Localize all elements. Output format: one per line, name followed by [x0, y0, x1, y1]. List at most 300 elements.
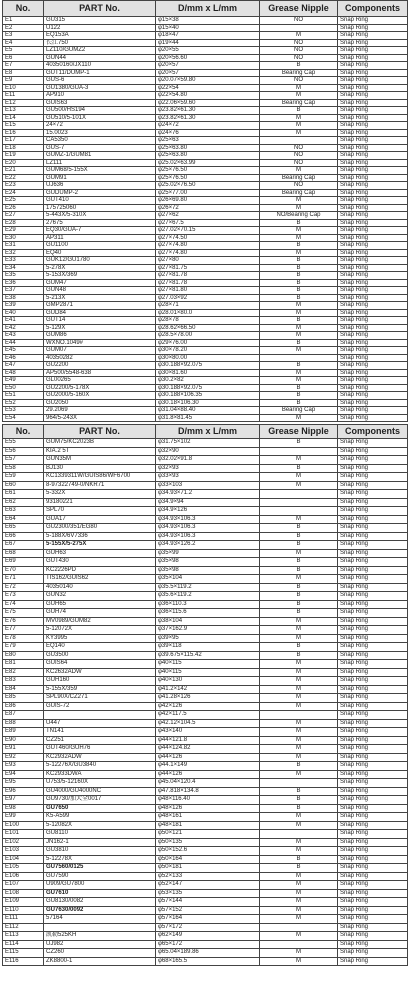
cell-grease-nipple: M: [260, 932, 338, 941]
cell-dimensions: φ40×130: [156, 677, 260, 686]
cell-part-no: KC2933DWA: [44, 770, 156, 779]
cell-grease-nipple: B: [260, 362, 338, 370]
cell-components: Snap Ring: [338, 122, 408, 130]
cell-part-no: 5-278X: [44, 264, 156, 272]
cell-no: E21: [3, 167, 44, 175]
cell-part-no: GU7560/0125: [44, 864, 156, 873]
cell-part-no: U753/5-12160X: [44, 779, 156, 788]
cell-grease-nipple: M: [260, 515, 338, 524]
cell-no: E61: [3, 490, 44, 499]
cell-components: Snap Ring: [338, 481, 408, 490]
cell-no: E43: [3, 332, 44, 340]
cell-no: E27: [3, 212, 44, 220]
cell-no: E24: [3, 189, 44, 197]
cell-grease-nipple: M: [260, 821, 338, 830]
cell-dimensions: φ41.28×126: [156, 694, 260, 703]
table-row: [3, 609, 408, 618]
cell-grease-nipple: NO: [260, 47, 338, 55]
cell-components: Snap Ring: [338, 728, 408, 737]
table-row: [3, 234, 408, 242]
table-row: [3, 69, 408, 77]
table-row: [3, 481, 408, 490]
cell-components: Snap Ring: [338, 114, 408, 122]
cell-grease-nipple: [260, 940, 338, 949]
table-row: [3, 558, 408, 567]
cell-components: Snap Ring: [338, 189, 408, 197]
cell-components: Snap Ring: [338, 234, 408, 242]
table-row: [3, 694, 408, 703]
cell-grease-nipple: M: [260, 167, 338, 175]
cell-no: E81: [3, 660, 44, 669]
cell-components: Snap Ring: [338, 677, 408, 686]
cell-part-no: GU8110: [44, 830, 156, 839]
table-row: [3, 847, 408, 856]
cell-grease-nipple: M: [260, 838, 338, 847]
cell-components: Snap Ring: [338, 490, 408, 499]
cell-part-no: 964/5-243X: [44, 414, 156, 422]
cell-part-no: UJ982: [44, 940, 156, 949]
cell-grease-nipple: [260, 24, 338, 32]
cell-no: E100: [3, 821, 44, 830]
cell-grease-nipple: M: [260, 473, 338, 482]
cell-no: E75: [3, 609, 44, 618]
cell-part-no: 8-97322749-0/NKR71: [44, 481, 156, 490]
cell-part-no: GU8130/0082: [44, 898, 156, 907]
cell-grease-nipple: M: [260, 668, 338, 677]
table-row: [3, 294, 408, 302]
cell-dimensions: φ35.5×119.2: [156, 583, 260, 592]
cell-grease-nipple: B: [260, 609, 338, 618]
cell-no: E40: [3, 309, 44, 317]
cell-grease-nipple: M: [260, 414, 338, 422]
table-header-row: [3, 425, 408, 439]
cell-no: E30: [3, 234, 44, 242]
cell-part-no: GU4000/GU4000NC: [44, 787, 156, 796]
cell-grease-nipple: M: [260, 227, 338, 235]
cell-dimensions: φ27×74.80: [156, 249, 260, 257]
cell-components: Snap Ring: [338, 439, 408, 448]
cell-grease-nipple: B: [260, 855, 338, 864]
cell-part-no: GU2200/5-178X: [44, 384, 156, 392]
cell-part-no: JN162-1: [44, 838, 156, 847]
cell-part-no: GUD84: [44, 309, 156, 317]
cell-grease-nipple: M: [260, 92, 338, 100]
cell-part-no: 24×72: [44, 122, 156, 130]
cell-no: E38: [3, 294, 44, 302]
cell-no: E106: [3, 872, 44, 881]
cell-grease-nipple: B: [260, 399, 338, 407]
cell-no: E99: [3, 813, 44, 822]
table-row: [3, 212, 408, 220]
cell-part-no: EQ40: [44, 249, 156, 257]
table-row: [3, 369, 408, 377]
table-row: [3, 114, 408, 122]
cell-grease-nipple: NO: [260, 144, 338, 152]
cell-components: Snap Ring: [338, 212, 408, 220]
cell-dimensions: φ48×116.40: [156, 796, 260, 805]
cell-grease-nipple: NO: [260, 54, 338, 62]
cell-no: E31: [3, 242, 44, 250]
cell-grease-nipple: B: [260, 279, 338, 287]
cell-no: E104: [3, 855, 44, 864]
cell-grease-nipple: B: [260, 287, 338, 295]
cell-components: Snap Ring: [338, 532, 408, 541]
cell-part-no: GU7650: [44, 804, 156, 813]
cell-components: Snap Ring: [338, 24, 408, 32]
table-row: [3, 549, 408, 558]
table-row: [3, 92, 408, 100]
table-row: [3, 923, 408, 932]
cell-dimensions: φ50×181: [156, 864, 260, 873]
cell-grease-nipple: B: [260, 787, 338, 796]
table-row: [3, 634, 408, 643]
cell-dimensions: φ28.62×66.50: [156, 324, 260, 332]
cell-dimensions: φ35×98: [156, 566, 260, 575]
cell-part-no: 5-129X: [44, 324, 156, 332]
cell-part-no: GUS-6: [44, 77, 156, 85]
cell-components: Snap Ring: [338, 600, 408, 609]
cell-dimensions: φ30×81.60: [156, 369, 260, 377]
table-body-2: [3, 439, 408, 966]
table-row: [3, 728, 408, 737]
table-row: [3, 685, 408, 694]
cell-components: Snap Ring: [338, 54, 408, 62]
cell-grease-nipple: NO: [260, 39, 338, 47]
cell-dimensions: φ65×172: [156, 940, 260, 949]
table-row: [3, 719, 408, 728]
cell-grease-nipple: M: [260, 660, 338, 669]
table-row: [3, 456, 408, 465]
cell-dimensions: φ30.188×92.075: [156, 384, 260, 392]
cell-part-no: 5-153X/369: [44, 272, 156, 280]
cell-components: Snap Ring: [338, 745, 408, 754]
cell-part-no: GUN35M: [44, 456, 156, 465]
cell-part-no: GUH63: [44, 549, 156, 558]
table-row: [3, 745, 408, 754]
cell-no: E46: [3, 354, 44, 362]
table-row: [3, 804, 408, 813]
cell-no: E25: [3, 197, 44, 205]
table-row: [3, 399, 408, 407]
cell-part-no: AP311: [44, 234, 156, 242]
cell-dimensions: φ25×76.50: [156, 174, 260, 182]
cell-part-no: GU7590: [44, 872, 156, 881]
cell-grease-nipple: B: [260, 294, 338, 302]
cell-part-no: 5-213X: [44, 294, 156, 302]
cell-grease-nipple: M: [260, 677, 338, 686]
cell-part-no: U447: [44, 719, 156, 728]
table-row: [3, 137, 408, 145]
table-row: [3, 77, 408, 85]
cell-grease-nipple: M: [260, 634, 338, 643]
header-components: Components: [338, 425, 408, 439]
cell-components: Snap Ring: [338, 668, 408, 677]
cell-part-no: GUS-7: [44, 144, 156, 152]
table-row: [3, 447, 408, 456]
cell-components: Snap Ring: [338, 309, 408, 317]
cell-no: E65: [3, 524, 44, 533]
table-row: [3, 660, 408, 669]
cell-part-no: EQ153A: [44, 32, 156, 40]
cell-part-no: EQ30/GUA-7: [44, 227, 156, 235]
cell-part-no: GU1100: [44, 242, 156, 250]
table-row: [3, 473, 408, 482]
cell-grease-nipple: M: [260, 736, 338, 745]
cell-part-no: 5-443X/5-310X: [44, 212, 156, 220]
cell-dimensions: φ34.9×94: [156, 498, 260, 507]
cell-part-no: GU1380/GUA-3: [44, 84, 156, 92]
cell-dimensions: φ25×63.80: [156, 152, 260, 160]
cell-no: E83: [3, 677, 44, 686]
cell-components: Snap Ring: [338, 317, 408, 325]
cell-components: Snap Ring: [338, 787, 408, 796]
cell-part-no: GL00265: [44, 377, 156, 385]
cell-part-no: 40350160/JX110: [44, 62, 156, 70]
cell-dimensions: φ20×57: [156, 62, 260, 70]
cell-part-no: GMP2871: [44, 302, 156, 310]
cell-dimensions: φ15×40: [156, 24, 260, 32]
cell-no: E4: [3, 39, 44, 47]
cell-no: E47: [3, 362, 44, 370]
table-row: [3, 702, 408, 711]
table-header-row: [3, 1, 408, 17]
cell-dimensions: φ44×121.8: [156, 736, 260, 745]
cell-no: E5: [3, 47, 44, 55]
cell-part-no: 5-155X/359: [44, 685, 156, 694]
cell-part-no: GUT11/DUMP-1: [44, 69, 156, 77]
cell-components: Snap Ring: [338, 302, 408, 310]
table-row: [3, 47, 408, 55]
cell-no: E105: [3, 864, 44, 873]
cell-components: Snap Ring: [338, 575, 408, 584]
cell-grease-nipple: M: [260, 481, 338, 490]
cell-grease-nipple: B: [260, 541, 338, 550]
cell-no: E76: [3, 617, 44, 626]
cell-part-no: KC2632ADW: [44, 668, 156, 677]
table-row: [3, 249, 408, 257]
cell-grease-nipple: M: [260, 575, 338, 584]
cell-part-no: 57164: [44, 915, 156, 924]
cell-grease-nipple: M: [260, 949, 338, 958]
cell-no: E39: [3, 302, 44, 310]
table-row: [3, 204, 408, 212]
cell-components: Snap Ring: [338, 174, 408, 182]
cell-no: E90: [3, 736, 44, 745]
table-row: [3, 932, 408, 941]
cell-no: E6: [3, 54, 44, 62]
cell-part-no: 40350140: [44, 583, 156, 592]
cell-grease-nipple: M: [260, 302, 338, 310]
cell-components: Snap Ring: [338, 279, 408, 287]
parts-sheet: [2, 0, 407, 966]
cell-dimensions: φ30.188×92.075: [156, 362, 260, 370]
cell-part-no: 凯勒525KH: [44, 932, 156, 941]
cell-components: Snap Ring: [338, 399, 408, 407]
cell-components: Snap Ring: [338, 204, 408, 212]
cell-dimensions: φ47.818×134.8: [156, 787, 260, 796]
cell-no: E18: [3, 144, 44, 152]
table-row: [3, 339, 408, 347]
cell-grease-nipple: M: [260, 898, 338, 907]
cell-part-no: 5-12072X: [44, 626, 156, 635]
cell-part-no: SPL70: [44, 507, 156, 516]
table-row: [3, 787, 408, 796]
table-row: [3, 384, 408, 392]
cell-no: E109: [3, 898, 44, 907]
cell-dimensions: φ30.18×106.30: [156, 399, 260, 407]
cell-components: Snap Ring: [338, 347, 408, 355]
cell-dimensions: φ52×147: [156, 881, 260, 890]
cell-grease-nipple: M: [260, 719, 338, 728]
cell-components: Snap Ring: [338, 498, 408, 507]
cell-part-no: CZ260: [44, 949, 156, 958]
cell-no: E2: [3, 24, 44, 32]
cell-components: Snap Ring: [338, 392, 408, 400]
cell-grease-nipple: M: [260, 685, 338, 694]
cell-no: E42: [3, 324, 44, 332]
cell-components: Snap Ring: [338, 377, 408, 385]
cell-dimensions: φ42×117.5: [156, 711, 260, 720]
cell-no: E35: [3, 272, 44, 280]
cell-no: E82: [3, 668, 44, 677]
cell-dimensions: φ24×76: [156, 129, 260, 137]
cell-no: E107: [3, 881, 44, 890]
cell-no: E113: [3, 932, 44, 941]
cell-no: E96: [3, 787, 44, 796]
cell-grease-nipple: Bearing Cap: [260, 69, 338, 77]
cell-no: E57: [3, 456, 44, 465]
cell-part-no: GU2200: [44, 362, 156, 370]
cell-part-no: 15.0023: [44, 129, 156, 137]
cell-no: E64: [3, 515, 44, 524]
cell-dimensions: φ15×38: [156, 17, 260, 25]
table-row: [3, 524, 408, 533]
cell-components: Snap Ring: [338, 99, 408, 107]
cell-part-no: 5-155X/5-275X: [44, 541, 156, 550]
cell-part-no: GU510/5-101X: [44, 114, 156, 122]
cell-components: Snap Ring: [338, 762, 408, 771]
cell-dimensions: φ28×78: [156, 317, 260, 325]
table-row: [3, 677, 408, 686]
cell-part-no: ZK8800-1: [44, 957, 156, 966]
cell-no: E86: [3, 702, 44, 711]
cell-no: E89: [3, 728, 44, 737]
cell-part-no: GUM07: [44, 347, 156, 355]
cell-part-no: KC2932ADW: [44, 753, 156, 762]
cell-part-no: BJ130: [44, 464, 156, 473]
cell-components: Snap Ring: [338, 17, 408, 25]
cell-no: E97: [3, 796, 44, 805]
table-row: [3, 906, 408, 915]
cell-part-no: 5-12278X: [44, 855, 156, 864]
cell-no: E52: [3, 399, 44, 407]
cell-grease-nipple: B: [260, 384, 338, 392]
cell-no: E50: [3, 384, 44, 392]
cell-part-no: KC2226PD: [44, 566, 156, 575]
cell-part-no: MV0989/GUM82: [44, 617, 156, 626]
table-row: [3, 62, 408, 70]
table-row: [3, 24, 408, 32]
cell-part-no: GU2050: [44, 399, 156, 407]
table-row: [3, 872, 408, 881]
cell-no: E58: [3, 464, 44, 473]
table-row: [3, 107, 408, 115]
cell-components: Snap Ring: [338, 287, 408, 295]
cell-components: Snap Ring: [338, 354, 408, 362]
table-row: [3, 575, 408, 584]
cell-grease-nipple: [260, 447, 338, 456]
cell-components: Snap Ring: [338, 685, 408, 694]
cell-grease-nipple: M: [260, 906, 338, 915]
cell-components: Snap Ring: [338, 197, 408, 205]
table-row: [3, 626, 408, 635]
cell-grease-nipple: B: [260, 242, 338, 250]
cell-dimensions: φ57×144: [156, 898, 260, 907]
cell-dimensions: φ41.2×142: [156, 685, 260, 694]
cell-components: Snap Ring: [338, 770, 408, 779]
cell-grease-nipple: [260, 711, 338, 720]
cell-dimensions: φ32×90: [156, 447, 260, 456]
parts-table-1: [2, 0, 408, 422]
cell-grease-nipple: M: [260, 122, 338, 130]
cell-grease-nipple: B: [260, 796, 338, 805]
cell-dimensions: φ26×72: [156, 204, 260, 212]
cell-no: E34: [3, 264, 44, 272]
cell-dimensions: φ50×135: [156, 838, 260, 847]
cell-grease-nipple: [260, 490, 338, 499]
cell-no: E70: [3, 566, 44, 575]
cell-no: E116: [3, 957, 44, 966]
cell-grease-nipple: [260, 830, 338, 839]
table-row: [3, 347, 408, 355]
cell-components: Snap Ring: [338, 294, 408, 302]
cell-part-no: GUT460/GUH76: [44, 745, 156, 754]
cell-grease-nipple: B: [260, 62, 338, 70]
cell-dimensions: φ65.04×189.86: [156, 949, 260, 958]
cell-components: Snap Ring: [338, 915, 408, 924]
cell-components: Snap Ring: [338, 32, 408, 40]
cell-part-no: AP910: [44, 92, 156, 100]
table-row: [3, 287, 408, 295]
cell-grease-nipple: Bearing Cap: [260, 99, 338, 107]
cell-dimensions: φ38×104: [156, 617, 260, 626]
header-no: No.: [3, 425, 44, 439]
cell-dimensions: φ27.03×92: [156, 294, 260, 302]
cell-part-no: 27675: [44, 219, 156, 227]
cell-dimensions: φ40×115: [156, 660, 260, 669]
cell-part-no: 5-188X/6V7336: [44, 532, 156, 541]
cell-no: E14: [3, 114, 44, 122]
cell-grease-nipple: B: [260, 264, 338, 272]
cell-no: E108: [3, 889, 44, 898]
cell-part-no: LZ110/GUMZ2: [44, 47, 156, 55]
cell-components: Snap Ring: [338, 249, 408, 257]
cell-components: Snap Ring: [338, 838, 408, 847]
table-row: [3, 32, 408, 40]
cell-components: Snap Ring: [338, 558, 408, 567]
cell-dimensions: φ44×126: [156, 753, 260, 762]
cell-components: Snap Ring: [338, 609, 408, 618]
cell-dimensions: φ27×74.80: [156, 242, 260, 250]
cell-no: E103: [3, 847, 44, 856]
table-row: [3, 242, 408, 250]
cell-dimensions: φ50×152.6: [156, 847, 260, 856]
cell-no: E36: [3, 279, 44, 287]
cell-dimensions: φ22.06×59.60: [156, 99, 260, 107]
cell-part-no: GUDUMP-2: [44, 189, 156, 197]
cell-grease-nipple: M: [260, 84, 338, 92]
cell-grease-nipple: B: [260, 643, 338, 652]
